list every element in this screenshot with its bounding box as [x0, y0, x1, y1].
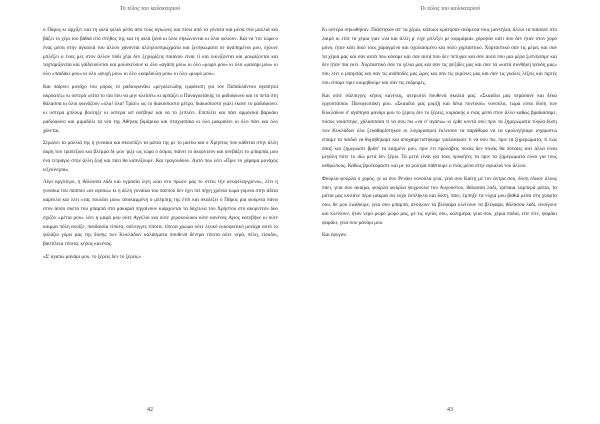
paragraph: Στρώνει τα μαλλιά της η γυναίκα και σκουπίζει τα μάτια της με το μανίκι και ο Χρήστος που κάθεται στην άλλη άκρη του τραπεζιού και βλέμμα δε μου 'ριξε ως τώρα ο άσμος πιάνει το ακορντεόν και ανεβάζει το μπαμπάς μου ένα τετράγιο στην άλλη ζωή και πάει θα καπνίζουμε. Και τραγουδούν. Αυτό που λέει «Πριν το χάραμα μονάχος ιεξεκίνησα».	[43, 140, 278, 173]
running-head-right: Το τέλος του καλοκαιριού	[419, 6, 481, 12]
paragraph: ο Πάρος κι αρχίζει και τη φιλά φιλιά μέσα από τους αγκώνες και πίσω από τα γόνατα και μέσα στα μαλλιά και βάζει το χέρι του βαθιά στο στήθος της και τη φιλά ξανά κι όλοι σηκώνονται κι όλοι φιλιούν. Και να 'τοι τώρα ο ένας μέσα στην αγκαλιά του άλλου χάνονται αλληλοσπρώχματα και ξεσηκώματα σε αγαπημένοι μου, έχουνε μπλέξει ο ένας μες στον άλλον πόδι χέρι δεν ξεχωρίζεις ποιανού είναι τί και λικνίζονται και μουρίζονται και ταχταρίζονται και γαϊδευούνται και μουσκεύουν κι όλο «αγάπη μου» κι όλο «μωρό μου» κι όλο «μανάρι μου» κι όλο «παιδάκι μου» κι όλο «ψυχή μου» κι όλο «καρδούλα μου» κι όλο «μωρό μου».	[43, 27, 278, 78]
paragraph: Και παίρνει μονάχο του μπρος το ραδιοφωνάκι «μεγαλειώδης εμφάνιση για τον Παπαϊωάννου αγαπητοί ακροατές» κι ύστερα «πίτα το πια που να μην κλείσει» κι αρπάζει ο Παναγιωτάκης το ραδιόφωνο και το πετά στη θάλασσα κι όλοι φωνάζουν «όλα! όλα! Τρία!» ως το διακοσιοστό μέτρο, διακοσιοστό γιαλί έκανε το ραδιόφωνο. κι ύστερα μπλουμ βούτηξε κι ύστερα ωπ ανέβηκε και να το ξεπλέει. Επιπλέει και πάει αρμονικά βαρκάκι ραδιόφωνο και μιμαδόλι τα νέα της Αθήνας βιμάρικα και σταχυαπάια κι όλο μακραίνει κι όλο πάει και όλο χάνεται.	[43, 83, 278, 134]
paragraph: Και έφυγαν.	[322, 232, 348, 239]
right-page-body	[322, 26, 557, 244]
running-head-left: Το τέλος του καλοκαιριού	[119, 6, 181, 12]
paragraph: Και ούτε σάλπιγγες κήπος κανένας, φτερωτοί πουθενά σκαλιά μας: «Σκαιάλα μας περάσανε και δέκα εργοστάσια» Παναγιωτάκη μου. «Σκαιάλα μας μυρζή και δέκα ποντικοί» νονούλα, τώρα είναι δύση των Κυκλάδων σ' αγάπησα μανάρι μου το ξέρεις δεν το ξέρεις, κυριακής ο ένας μέσα στον άλλο καθώς βραδιάσαμε, πόσος νοιάστηκε, χάλασσασα τί να σου πω «να σ' αγαπώ» κι έρθε κοντά σου πριν τα ξημερώματα τύφλα δύση των Κυκλάδων όλα ξεκαθαρίστηκαν οι λογαριασμοί έκλεισαν τα παράθυρα να τα ομολογήσαμε ισχαριστώ είπαμε τα παιδιά να θυμηθήκαμε και αποχαιρετιστήκαμε γιαλάσκασε τί να σου πω, πριν τα ξημερώματα, τί πώς άπαξ και ξημερώσει βράσ' τα καημένε μου, πριν έτι προλάβεις πονάς δεν πονάς θα πονάεις αιέι άλλα είναι μεγάλη πότε το ιδώ μετά δεν ξέρω. Τα μετά είναι για τους προφήτες τα πριν τα ξημερώματα είναι για τους ανθρώπους. Καθώς βρισκόμαστε και με τα μούτρα πάθτουμε ο ένας μέσα στην αγκαλιά του άλλου.	[322, 92, 557, 170]
right-page	[300, 0, 600, 424]
page-number-left: 42	[147, 407, 153, 413]
paragraph: «Σ' αγαπώ μανάρι μου, το ξέρεις δεν το ξέρεις»	[43, 253, 141, 260]
paragraph: Λίγο αργότερο, η θάλασσα λάδι και υγρασία λίγη «και στο πρώτο μας το στέκι την ανυφέλαγγμενο», λέει η γυναίκα του παππού «σε αγαπώ» κι η άλλη γυναίκα του παππού δεν έχει πεί πήγη χρόνια τώρα γύρναι στην άδεια καρέκλα και λέει «τας πουλάει μου» αποκαμμένη ο μπέμπης της έτσι και σκαλίζει ο Πάρος μια φούρνια πάνω στον άσσο σκέτο του μπαμπά στα μακαριά πηγαίνουν κιάρχονται τα δάχτυλα του Χρήστου στο ακορντεόν δυο σχιζόν «μέτια μου» λέει η μαμά μου ούτε Αγγέλοι και ούτε χεροκοιλικοι ούτε κανένας Αγιος κατεβήκε κι ούτε καιμμα πόλη ανοίξε, πανδαισία τίποτα, σάλπιγγες τίποτα, τίποτα χρώμα ούτε λευκό εκκοφωτικό μονάχα αυτό το γαλάζιο γύρω μας της δύσης των Κυκλάδων καλάσματα πουθενά δέντρα τίποτα ούτε νερά, πέλη, είσοδοι, βαστίλεια τίποτα, κήπος κανένας.	[43, 179, 278, 248]
paragraph: Κι ύστερα σηκωθήκαν. Πιάστηκαν απ' τα χέρια, κάποιοι κράτησαν ανάμεσά τους μαντήλια, άλλοι τα πιάσανε στο λαιμό κι είπε τα χέρια γιαν «να και άλλη μ' είχε μπλέξει με κομμάρια» χόρεψαν κάτι που δεν ήταν στον χορό μόνο, ήταν κάτι δικό τους χαραγμένο και σχολιασμένο και πολύ χορταστικό. Χορταστικό σαν τις μέρες και σαν τα χέρια μας και σαν αυτά που κάναμε και σαν αυτά που δεν πέτυχαν και σαν αυτά που μια μέρα ξυπνήσαμε και δεν ήταν πια εκεί. Χορταστικό σαν τα γέλια μας και σαν τις ψεξίδες μας και σαν τα «κατά συνθήκη ψεύδη μας» που λέει ο μπαμπάς και σαν τις ανάποδές μας ώρες και σαν τις γκρίνιες μας και σαν τις γκαλες λέξεις και πιρτές που είπαμε πριν κοιμηθούμε και σαν τις εκδρομές.	[322, 27, 557, 87]
page-number-right: 43	[447, 407, 453, 413]
left-page-body	[43, 26, 278, 265]
paragraph: Φούρλα φούρλα ο χορός, γε ια σου Ρενάκι νονούλα γεια, γεια σου Καίτη με τον άντρα σου, δύση έδωσε όλους πάει, γεια σου ακαίρα, φούρλα φούρλα ψυχρούλα του Αυγούστου, θάλασσα λάδι, τρέπαια λαμπερά μάτια, τα μάτια μας κοιτάνε πέρα μακριά σα λύχο έκπληκτα και δύση, πάει, έμπηξε τα νύχια μου βαθιά μέσα στη χούφτα σου, θε μου λιώθουμε, γεια σου μπαμπά, ανοίγουν τα βλέφαρα κλείνουν τα βλέφαρα, θάλασσα λάδι, ανοίγουν και κλείνουν, ήταν νερό μωρό μωρό μας, με τις υγείες σου, καλημέρα, γεια σου, χέρια πόδια, είτε είτε, ψαράκι ψαράκι, γεια σου μανάρι μου.	[322, 175, 557, 226]
